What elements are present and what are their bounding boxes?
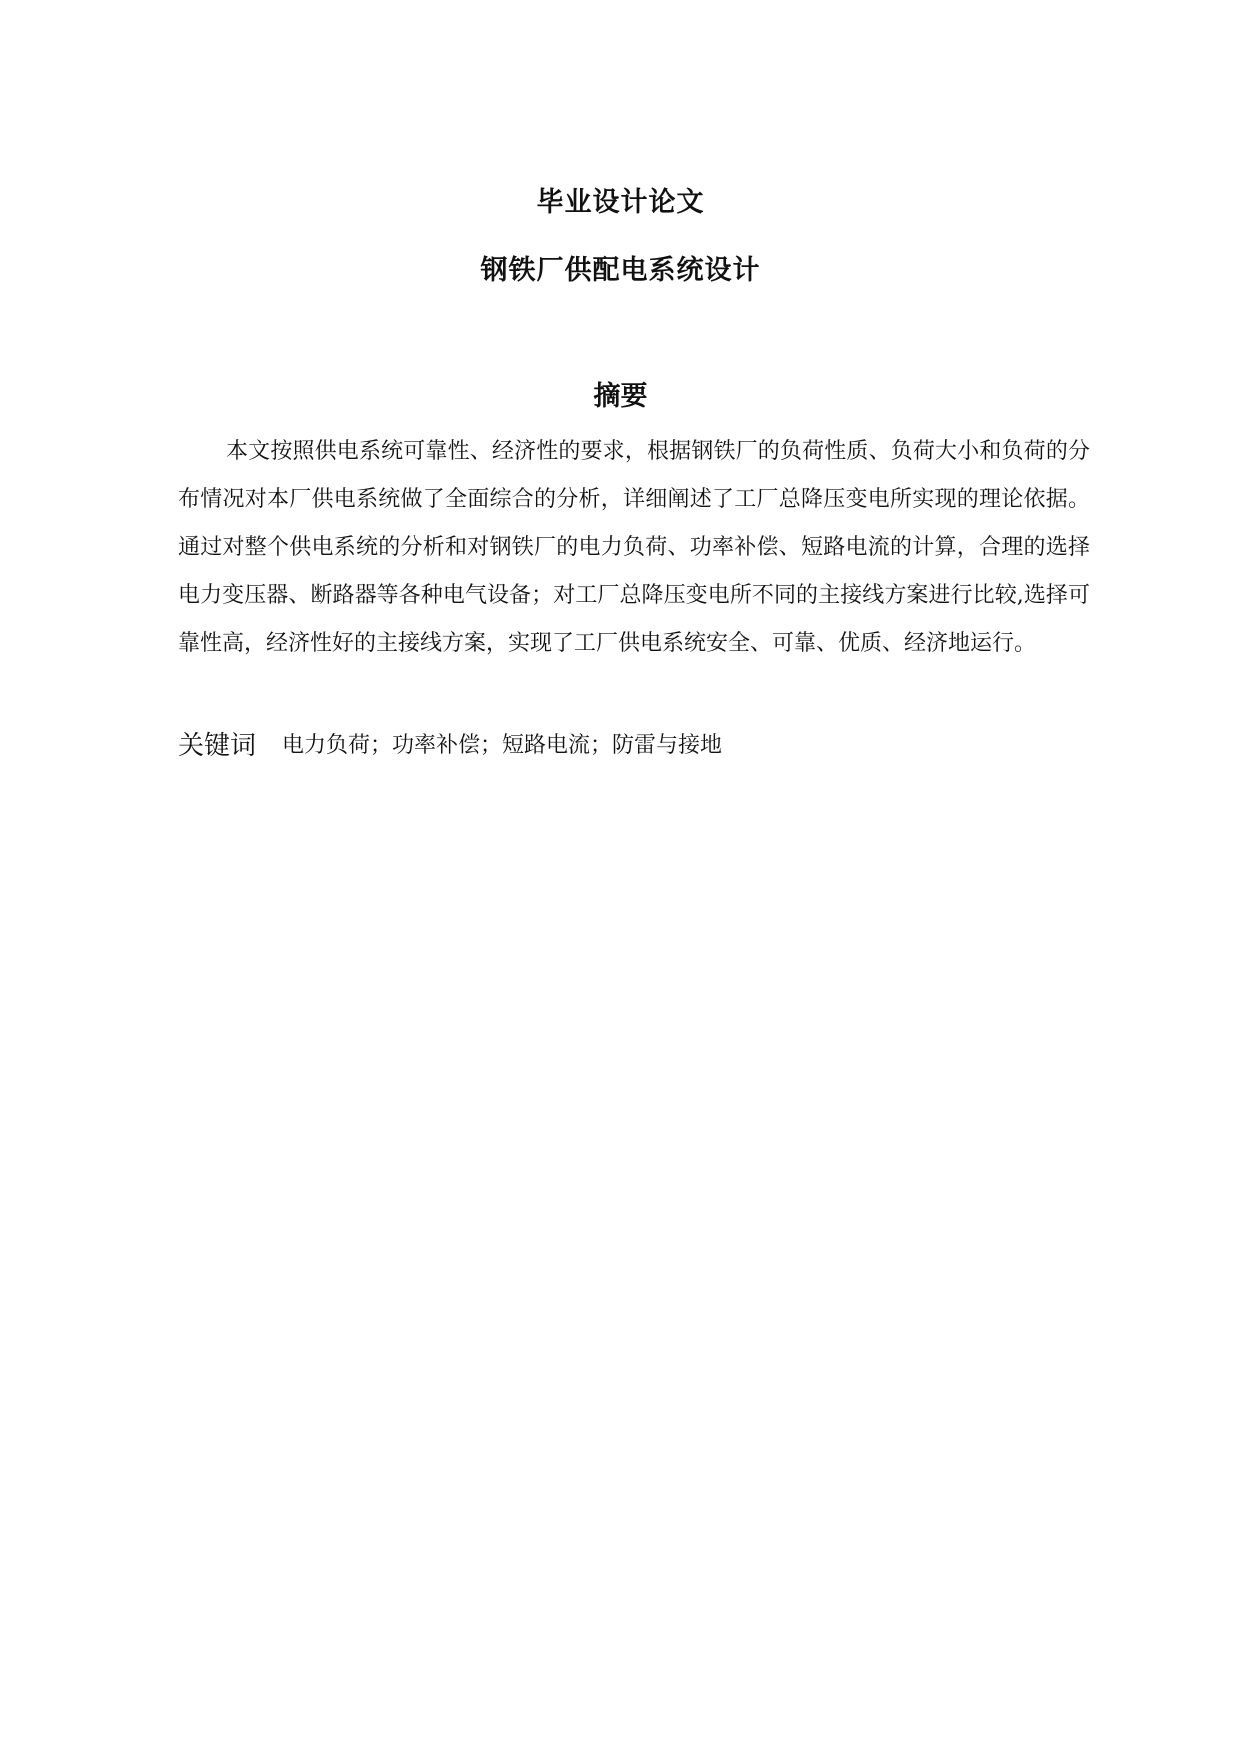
- abstract-body: 本文按照供电系统可靠性、经济性的要求，根据钢铁厂的负荷性质、负荷大小和负荷的分布情况对本厂供电系统做了全面综合的分析，详细阐述了工厂总降压变电所实现的理论依据。通过对整个供电系统的分析和对钢铁厂的电力负荷、功率补偿、短路电流的计算，合理的选择电力变压器、断路器等各种电气设备；对工厂总降压变电所不同的主接线方案进行比较,选择可靠性高，经济性好的主接线方案，实现了工厂供电系统安全、可靠、优质、经济地运行。: [178, 439, 1090, 656]
- abstract-heading: 摘要: [593, 381, 648, 412]
- thesis-type-title: 毕业设计论文: [536, 187, 705, 218]
- keywords-line: [178, 725, 1090, 762]
- keywords-values: 电力负荷；功率补偿；短路电流；防雷与接地: [282, 733, 723, 758]
- keywords-label: 关键词: [178, 731, 257, 761]
- thesis-title: 钢铁厂供配电系统设计: [480, 255, 761, 286]
